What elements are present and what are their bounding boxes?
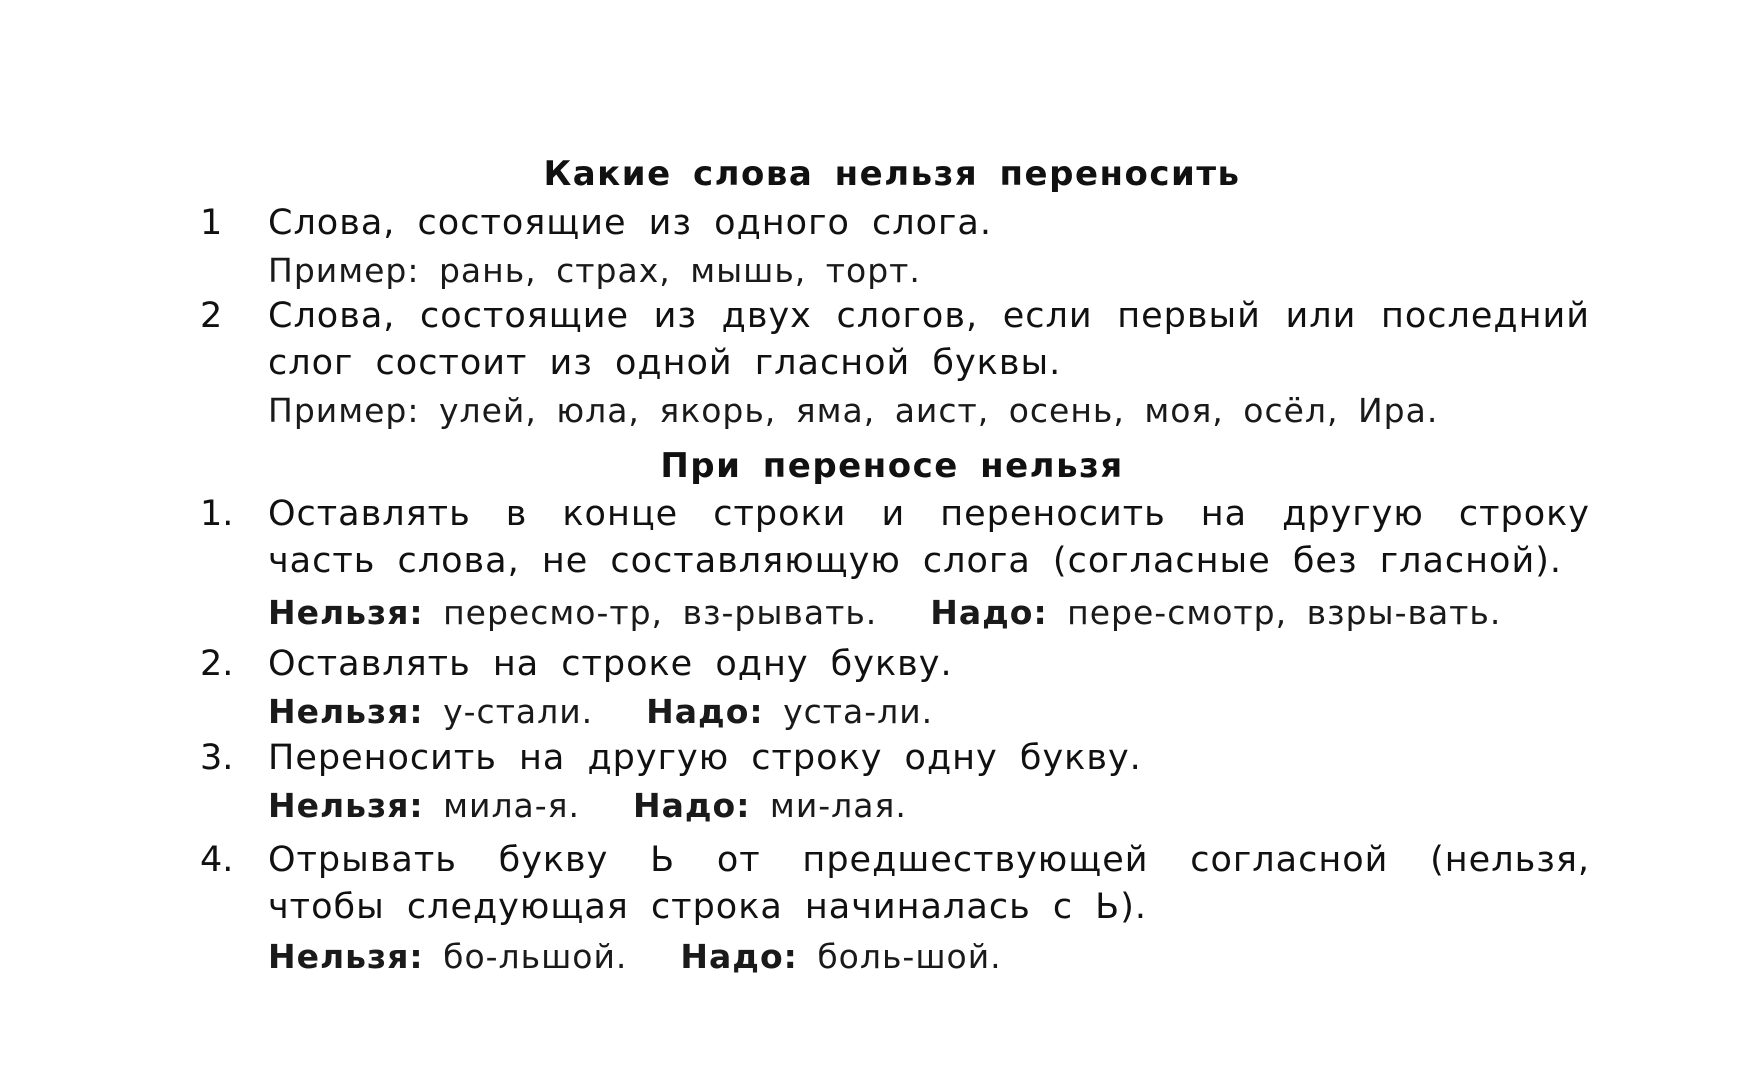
right-label: Надо: bbox=[633, 786, 751, 825]
rule-number: 2 bbox=[200, 296, 223, 336]
rule-text: Слова, состоящие из одного слога. bbox=[268, 203, 992, 243]
wrong-example: пересмо-тр, вз-рывать. bbox=[443, 593, 878, 632]
example-label: Пример: bbox=[268, 251, 420, 290]
rule-item bbox=[200, 837, 1590, 980]
wrong-example: бо-льшой. bbox=[443, 937, 628, 976]
rule-text: Оставлять в конце строки и переносить на другую строку часть слова, не составляющую слога (согласные без гласной). bbox=[268, 494, 1590, 581]
section-title-unbreakable-words: Какие слова нельзя переносить bbox=[543, 154, 1241, 194]
rule-number: 1 bbox=[200, 203, 223, 243]
rule-number: 3. bbox=[200, 738, 234, 778]
rule-example bbox=[268, 933, 1590, 980]
rule-item bbox=[200, 641, 1590, 735]
wrong-label: Нельзя: bbox=[268, 692, 424, 731]
rule-text: Слова, состоящие из двух слогов, если первый или последний слог состоит из одной гласной буквы. bbox=[268, 296, 1590, 383]
right-label: Надо: bbox=[930, 593, 1048, 632]
rule-example bbox=[268, 589, 1590, 636]
rule-text: Отрывать букву Ь от предшествующей согласной (нельзя, чтобы следующая строка начиналась с Ь). bbox=[268, 840, 1590, 927]
rule-example bbox=[268, 688, 1590, 735]
rule-text: Оставлять на строке одну букву. bbox=[268, 644, 953, 684]
wrong-label: Нельзя: bbox=[268, 593, 424, 632]
wrong-example: у-стали. bbox=[443, 692, 594, 731]
wrong-example: мила-я. bbox=[443, 786, 581, 825]
rule-example bbox=[268, 387, 1590, 434]
rule-item bbox=[200, 293, 1590, 434]
rule-item bbox=[200, 735, 1590, 829]
rule-item bbox=[200, 491, 1590, 636]
right-example: ми-лая. bbox=[769, 786, 907, 825]
right-example: пере-смотр, взры-вать. bbox=[1067, 593, 1502, 632]
section-title-hyphenation-rules: При переносе нельзя bbox=[660, 446, 1124, 486]
rule-number: 1. bbox=[200, 494, 234, 534]
rule-text: Переносить на другую строку одну букву. bbox=[268, 738, 1142, 778]
rule-example bbox=[268, 247, 1590, 294]
right-label: Надо: bbox=[646, 692, 764, 731]
wrong-label: Нельзя: bbox=[268, 786, 424, 825]
right-example: уста-ли. bbox=[783, 692, 934, 731]
wrong-label: Нельзя: bbox=[268, 937, 424, 976]
example-words: рань, страх, мышь, торт. bbox=[438, 251, 921, 290]
example-label: Пример: bbox=[268, 391, 420, 430]
rule-example bbox=[268, 782, 1590, 829]
rule-item bbox=[200, 200, 1590, 294]
example-words: улей, юла, якорь, яма, аист, осень, моя, осёл, Ира. bbox=[438, 391, 1439, 430]
right-label: Надо: bbox=[680, 937, 798, 976]
right-example: боль-шой. bbox=[817, 937, 1002, 976]
rule-number: 4. bbox=[200, 840, 234, 880]
rule-number: 2. bbox=[200, 644, 234, 684]
